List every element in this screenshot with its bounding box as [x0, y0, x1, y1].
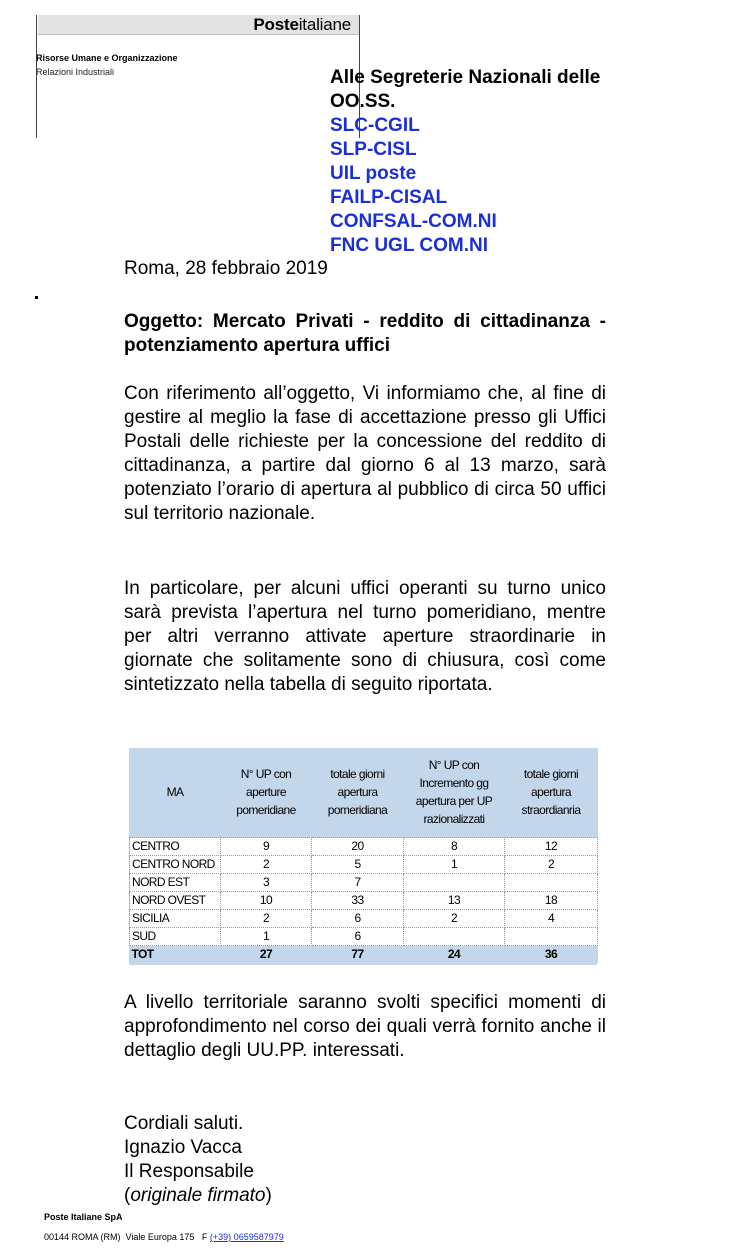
table-cell: 2 [404, 910, 505, 928]
table-header-cell: totale giorni apertura pomeridiana [312, 748, 404, 835]
table-cell: CENTRO NORD [130, 856, 221, 874]
footer-company: Poste Italiane SpA [44, 1212, 123, 1222]
table-row [130, 838, 598, 856]
table-row [130, 874, 598, 892]
table-total-row [130, 946, 598, 964]
table-cell: 24 [404, 946, 505, 964]
table-cell: 20 [312, 838, 404, 856]
letter-subject: Oggetto: Mercato Privati - reddito di cittadinanza - potenziamento apertura uffici [124, 311, 606, 356]
signature-note-text: originale firmato [130, 1185, 266, 1206]
summary-table-grid [129, 748, 598, 963]
recipients-heading [330, 66, 640, 114]
table-cell: 5 [312, 856, 404, 874]
table-cell: NORD EST [130, 874, 221, 892]
signature-note [124, 1184, 272, 1208]
recipient-org: FNC UGL COM.NI [330, 235, 488, 256]
table-cell: 7 [312, 874, 404, 892]
table-cell: SUD [130, 928, 221, 946]
table-cell [505, 928, 598, 946]
recipients-heading-text: Alle Segreterie Nazionali delle OO.SS. [330, 67, 601, 112]
table-cell: 12 [505, 838, 598, 856]
table-cell: 6 [312, 910, 404, 928]
recipient-org: FAILP-CISAL [330, 187, 448, 208]
table-header-row [130, 748, 598, 835]
recipient-org: SLP-CISL [330, 139, 417, 160]
table-cell [404, 928, 505, 946]
footer-address-text: 00144 ROMA (RM) Viale Europa 175 F [44, 1232, 210, 1242]
recipient-org: CONFSAL-COM.NI [330, 211, 497, 232]
body-paragraph: A livello territoriale saranno svolti specifici momenti di approfondimento nel corso dei quali verrà fornito anche il dettaglio degli UU.PP. interessati. [124, 992, 606, 1061]
table-cell: 2 [221, 910, 312, 928]
recipient-org: SLC-CGIL [330, 115, 420, 136]
table-cell: 2 [505, 856, 598, 874]
signatory-name: Ignazio Vacca [124, 1137, 242, 1158]
footer-address [44, 1232, 284, 1242]
signature-paren-close: ) [265, 1185, 272, 1206]
fax-number-link[interactable]: (+39) 0659587979 [209, 1232, 284, 1242]
table-cell: 8 [404, 838, 505, 856]
table-cell: 2 [221, 856, 312, 874]
table-cell: 77 [312, 946, 404, 964]
table-cell: 9 [221, 838, 312, 856]
table-cell: 33 [312, 892, 404, 910]
table-cell: 18 [505, 892, 598, 910]
table-header-cell: N° UP con aperture pomeridiane [221, 748, 312, 835]
table-cell: CENTRO [130, 838, 221, 856]
signatory-role: Il Responsabile [124, 1161, 254, 1182]
table-header-cell: MA [130, 748, 221, 835]
logo-bold-text: Poste [253, 15, 299, 34]
table-cell: SICILIA [130, 910, 221, 928]
body-paragraph: In particolare, per alcuni uffici operanti su turno unico sarà prevista l’apertura nel turno pomeridiano, mentre per altri verranno attivate aperture straordinarie in giornate che solitamente sono di chiusura, così come sintetizzato nella tabella di seguito riportata. [124, 578, 606, 695]
recipient-org: UIL poste [330, 163, 417, 184]
letterhead-bar [38, 15, 359, 35]
logo-light-text: italiane [298, 15, 351, 34]
closing-greeting: Cordiali saluti. [124, 1113, 244, 1134]
table-cell: NORD OVEST [130, 892, 221, 910]
table-cell: 3 [221, 874, 312, 892]
subdepartment-label: Relazioni Industriali [36, 67, 115, 77]
table-cell: 36 [505, 946, 598, 964]
margin-dot [35, 296, 38, 299]
table-cell: 1 [221, 928, 312, 946]
table-row [130, 928, 598, 946]
table-cell: 1 [404, 856, 505, 874]
table-cell: TOT [130, 946, 221, 964]
table-cell: 27 [221, 946, 312, 964]
table-cell: 4 [505, 910, 598, 928]
table-header-cell: N° UP con Incremento gg apertura per UP razionalizzati [404, 748, 505, 835]
table-header-cell: totale giorni apertura straordianria [505, 748, 598, 835]
poste-italiane-logo [253, 15, 351, 34]
department-label: Risorse Umane e Organizzazione [36, 53, 178, 63]
table-row [130, 892, 598, 910]
body-paragraph: Con riferimento all’oggetto, Vi informiamo che, al fine di gestire al meglio la fase di accettazione presso gli Uffici Postali delle richieste per la concessione del reddito di cittadinanza, a partire dal giorno 6 al 13 marzo, sarà potenziato l’orario di apertura al pubblico di circa 50 uffici sul territorio nazionale. [124, 383, 606, 524]
table-cell [404, 874, 505, 892]
letter-date: Roma, 28 febbraio 2019 [124, 258, 328, 279]
summary-table [129, 748, 597, 965]
table-row [130, 910, 598, 928]
table-cell: 6 [312, 928, 404, 946]
table-row [130, 856, 598, 874]
table-cell: 10 [221, 892, 312, 910]
recipients-block [330, 66, 640, 258]
signature-paren-open: ( [124, 1185, 131, 1206]
table-cell [505, 874, 598, 892]
closing-block [124, 1112, 272, 1208]
table-cell: 13 [404, 892, 505, 910]
